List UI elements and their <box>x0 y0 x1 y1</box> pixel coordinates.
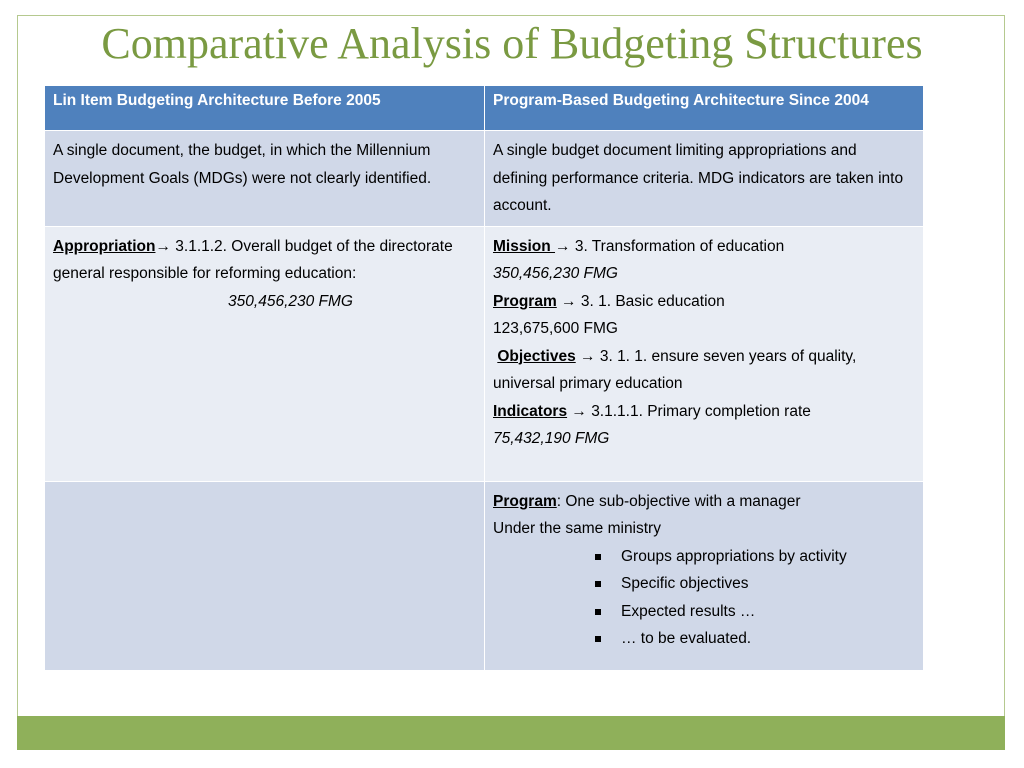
table-row <box>45 481 924 670</box>
cell-budget-document-right: A single budget document limiting appropriations and defining performance criteria. MDG indicators are taken into account. <box>485 131 924 227</box>
cell-program-definition <box>485 481 924 670</box>
appropriation-text: → 3.1.1.2. Overall budget of the directorate general responsible for reforming education: <box>53 237 453 282</box>
comparison-table <box>44 85 924 671</box>
list-item: Groups appropriations by activity <box>595 543 915 571</box>
program-bullet-list <box>493 543 915 653</box>
cell-program-hierarchy <box>485 226 924 481</box>
objectives-line <box>493 343 915 398</box>
appropriation-amount: 350,456,230 FMG <box>228 292 353 310</box>
table-row <box>45 226 924 481</box>
indicators-text: → 3.1.1.1. Primary completion rate <box>567 402 811 420</box>
header-program-based: Program-Based Budgeting Architecture Since 2004 <box>485 86 924 131</box>
list-item: Specific objectives <box>595 570 915 598</box>
cell-appropriation <box>45 226 485 481</box>
indicators-line <box>493 398 915 426</box>
program-amount: 123,675,600 FMG <box>493 320 618 337</box>
program-definition-text: : One sub-objective with a manager <box>556 492 801 510</box>
list-item: Expected results … <box>595 598 915 626</box>
mission-label: Mission <box>493 237 556 255</box>
header-line-item: Lin Item Budgeting Architecture Before 2005 <box>45 86 485 131</box>
same-ministry-line: Under the same ministry <box>493 520 661 537</box>
indicators-label: Indicators <box>493 402 568 420</box>
bottom-accent-bar <box>17 716 1005 750</box>
mission-amount: 350,456,230 FMG <box>493 265 618 282</box>
program-label: Program <box>493 292 557 310</box>
objectives-label: Objectives <box>497 347 576 365</box>
mission-line <box>493 233 915 261</box>
program-definition-line <box>493 488 915 516</box>
slide-title: Comparative Analysis of Budgeting Structures <box>101 19 923 68</box>
cell-empty <box>45 481 485 670</box>
mission-text: → 3. Transformation of education <box>555 237 785 255</box>
indicators-amount: 75,432,190 FMG <box>493 430 610 447</box>
objectives-text: → 3. 1. 1. ensure seven years of quality, universal primary education <box>493 347 857 392</box>
program-line <box>493 288 915 316</box>
program-text: → 3. 1. Basic education <box>556 292 725 310</box>
cell-budget-document-left: A single document, the budget, in which the Millennium Development Goals (MDGs) were not clearly identified. <box>45 131 485 227</box>
table-header-row <box>45 86 924 131</box>
program-definition-label: Program <box>493 492 557 510</box>
table-row <box>45 131 924 227</box>
appropriation-label: Appropriation <box>53 237 156 255</box>
list-item: … to be evaluated. <box>595 625 915 653</box>
